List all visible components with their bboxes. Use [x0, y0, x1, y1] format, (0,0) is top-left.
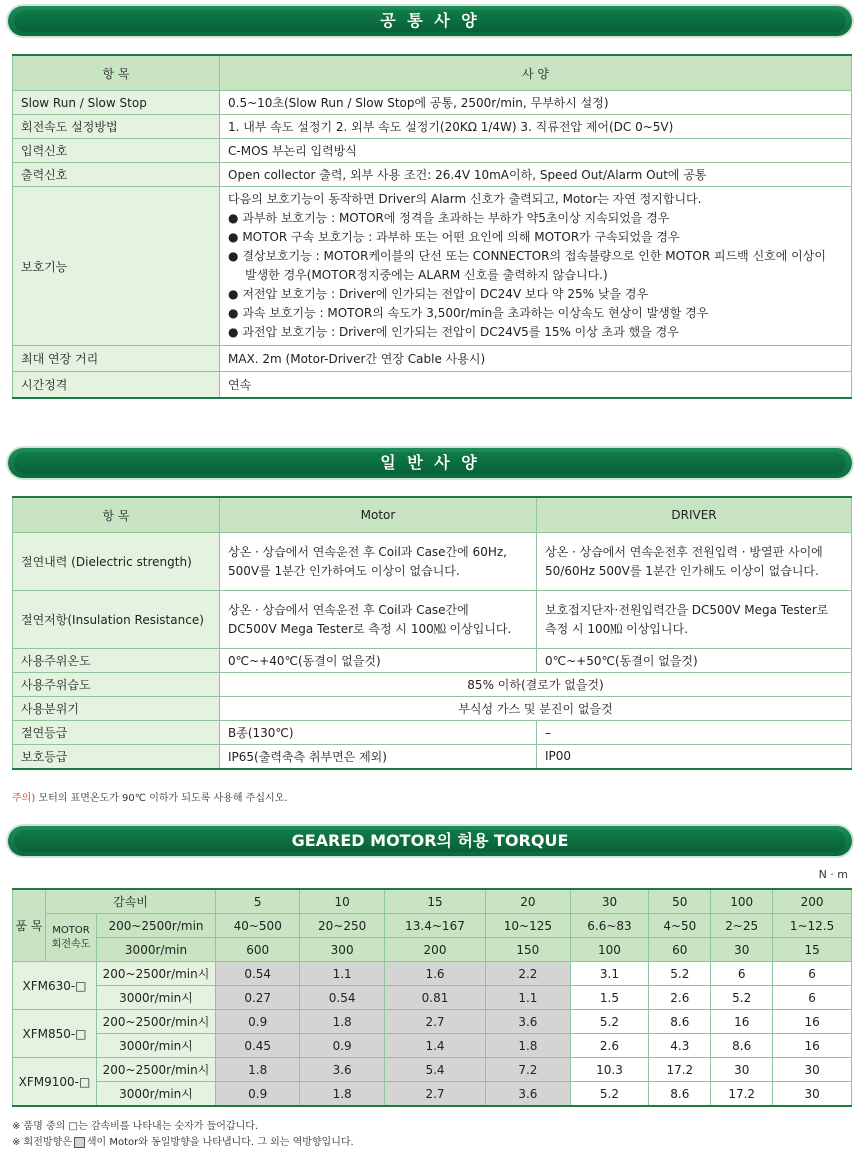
torque-cell: 1.1 [486, 986, 570, 1010]
col-driver-header: DRIVER [537, 497, 852, 533]
speed-label: 200~2500r/min [97, 914, 216, 938]
out-speed-cell: 1~12.5 [773, 914, 852, 938]
torque-cell: 8.6 [649, 1010, 711, 1034]
torque-cell: 5.4 [384, 1058, 485, 1082]
torque-cell: 5.2 [649, 962, 711, 986]
torque-cell: 30 [773, 1082, 852, 1107]
torque-cell: 30 [773, 1058, 852, 1082]
ratio-cell: 50 [649, 889, 711, 914]
row-value: C-MOS 부논리 입력방식 [220, 139, 852, 163]
insulation-motor: 상온 · 상습에서 연속운전 후 Coil과 Case간에 DC500V Mega Tester로 측정 시 100㏁ 이상입니다. [220, 591, 537, 649]
row-label: 출력신호 [13, 163, 220, 187]
insul-class-driver: – [537, 721, 852, 745]
unit-label: N · m [818, 868, 848, 881]
ratio-header: 감속비 [46, 889, 216, 914]
dielectric-driver: 상온 · 상습에서 연속운전후 전원입력 · 방열판 사이에 50/60Hz 500V를 1분간 인가해도 이상이 없습니다. [537, 533, 852, 591]
torque-cell: 0.54 [300, 986, 384, 1010]
ratio-cell: 5 [216, 889, 300, 914]
humidity-value: 85% 이하(결로가 없을것) [220, 673, 852, 697]
out-speed-cell: 20~250 [300, 914, 384, 938]
general-spec-title: 일 반 사 양 [380, 453, 480, 472]
bullet-icon: ● [228, 230, 239, 244]
ratio-cell: 30 [570, 889, 649, 914]
torque-cell: 3.1 [570, 962, 649, 986]
condition-label: 3000r/min시 [97, 1034, 216, 1058]
row-value: 연속 [220, 372, 852, 398]
torque-cell: 3.6 [300, 1058, 384, 1082]
torque-cell: 0.27 [216, 986, 300, 1010]
torque-cell: 17.2 [711, 1082, 773, 1107]
torque-title: GEARED MOTOR의 허용 TORQUE [291, 831, 569, 850]
atmosphere-label: 사용분위기 [13, 697, 220, 721]
torque-cell: 1.5 [570, 986, 649, 1010]
protection-item: ● 과속 보호기능 : MOTOR의 속도가 3,500r/min을 초과하는 이상속도 현상이 발생할 경우 [228, 306, 709, 320]
temp-motor: 0℃~+40℃(동결이 없을것) [220, 649, 537, 673]
note-text: 모터의 표면온도가 90℃ 이하가 되도록 사용해 주십시오. [38, 793, 288, 804]
model-name: XFM9100-□ [13, 1058, 97, 1107]
torque-cell: 0.9 [300, 1034, 384, 1058]
row-value: 1. 내부 속도 설정기 2. 외부 속도 설정기(20KΩ 1/4W) 3. 직류전압 제어(DC 0~5V) [220, 115, 852, 139]
torque-cell: 3.6 [486, 1010, 570, 1034]
bullet-icon: ● [228, 287, 239, 301]
torque-cell: 7.2 [486, 1058, 570, 1082]
col-item-header: 항 목 [13, 55, 220, 91]
torque-cell: 6 [711, 962, 773, 986]
torque-cell: 0.9 [216, 1082, 300, 1107]
speed-label: 3000r/min [97, 938, 216, 962]
model-name: XFM850-□ [13, 1010, 97, 1058]
protection-label: 보호기능 [13, 187, 220, 346]
row-value: Open collector 출력, 외부 사용 조건: 26.4V 10mA이하, Speed Out/Alarm Out에 공통 [220, 163, 852, 187]
protection-list [220, 187, 852, 346]
humidity-label: 사용주위습도 [13, 673, 220, 697]
torque-cell: 1.4 [384, 1034, 485, 1058]
torque-cell: 1.8 [216, 1058, 300, 1082]
torque-cell: 0.9 [216, 1010, 300, 1034]
torque-cell: 30 [711, 1058, 773, 1082]
torque-cell: 1.8 [300, 1082, 384, 1107]
torque-cell: 6 [773, 986, 852, 1010]
torque-cell: 2.7 [384, 1010, 485, 1034]
out-speed-cell: 60 [649, 938, 711, 962]
torque-cell: 3.6 [486, 1082, 570, 1107]
out-speed-cell: 100 [570, 938, 649, 962]
torque-note-1: ※ 품명 중의 □는 감속비를 나타내는 숫자가 들어갑니다. [12, 1121, 259, 1132]
ratio-cell: 20 [486, 889, 570, 914]
out-speed-cell: 150 [486, 938, 570, 962]
torque-cell: 2.7 [384, 1082, 485, 1107]
row-value: MAX. 2m (Motor-Driver간 연장 Cable 사용시) [220, 346, 852, 372]
common-spec-banner [8, 6, 852, 36]
torque-cell: 5.2 [570, 1082, 649, 1107]
out-speed-cell: 6.6~83 [570, 914, 649, 938]
protection-item: ● MOTOR 구속 보호기능 : 과부하 또는 어떤 요인에 의해 MOTOR가 구속되었을 경우 [228, 230, 680, 244]
ratio-cell: 10 [300, 889, 384, 914]
out-speed-cell: 300 [300, 938, 384, 962]
out-speed-cell: 15 [773, 938, 852, 962]
bullet-icon: ● [228, 249, 239, 263]
ratio-cell: 15 [384, 889, 485, 914]
torque-cell: 1.1 [300, 962, 384, 986]
common-spec-table [12, 54, 852, 399]
torque-cell: 4.3 [649, 1034, 711, 1058]
condition-label: 200~2500r/min시 [97, 962, 216, 986]
general-spec-table [12, 496, 852, 770]
torque-cell: 0.54 [216, 962, 300, 986]
torque-cell: 10.3 [570, 1058, 649, 1082]
row-label: 회전속도 설정방법 [13, 115, 220, 139]
torque-cell: 16 [773, 1010, 852, 1034]
torque-cell: 16 [773, 1034, 852, 1058]
insul-class-label: 절연등급 [13, 721, 220, 745]
general-spec-banner [8, 448, 852, 478]
torque-cell: 17.2 [649, 1058, 711, 1082]
out-speed-cell: 2~25 [711, 914, 773, 938]
torque-cell: 8.6 [649, 1082, 711, 1107]
out-speed-cell: 30 [711, 938, 773, 962]
protection-item: ● 과전압 보호기능 : Driver에 인가되는 전압이 DC24V5를 15% 이상 초과 했을 경우 [228, 325, 679, 339]
dielectric-motor: 상온 · 상습에서 연속운전 후 Coil과 Case간에 60Hz, 500V를 1분간 인가하여도 이상이 없습니다. [220, 533, 537, 591]
protection-item-cont: 발생한 경우(MOTOR정지중에는 ALARM 신호를 출력하지 않습니다.) [245, 268, 608, 282]
row-label: 입력신호 [13, 139, 220, 163]
dielectric-label: 절연내력 (Dielectric strength) [13, 533, 220, 591]
protect-class-label: 보호등급 [13, 745, 220, 769]
protection-intro: 다음의 보호기능이 동작하면 Driver의 Alarm 신호가 출력되고, Motor는 자연 정지합니다. [228, 192, 702, 206]
torque-cell: 2.6 [649, 986, 711, 1010]
torque-table [12, 888, 852, 1107]
bullet-icon: ● [228, 325, 239, 339]
bullet-icon: ● [228, 211, 239, 225]
bullet-icon: ● [228, 306, 239, 320]
col-motor-header: Motor [220, 497, 537, 533]
temp-driver: 0℃~+50℃(동결이 없을것) [537, 649, 852, 673]
general-note [12, 789, 288, 804]
torque-cell: 0.81 [384, 986, 485, 1010]
torque-cell: 1.8 [300, 1010, 384, 1034]
gray-box-icon [74, 1137, 85, 1148]
protection-item: ● 저전압 보호기능 : Driver에 인가되는 전압이 DC24V 보다 약 25% 낮을 경우 [228, 287, 649, 301]
torque-cell: 2.2 [486, 962, 570, 986]
torque-banner [8, 826, 852, 856]
torque-cell: 5.2 [570, 1010, 649, 1034]
torque-cell: 8.6 [711, 1034, 773, 1058]
protection-item: ● 결상보호기능 : MOTOR케이블의 단선 또는 CONNECTOR의 접속불량으로 인한 MOTOR 피드백 신호에 이상이 [228, 249, 826, 263]
insulation-driver: 보호접지단자·전원입력간을 DC500V Mega Tester로 측정 시 100㏁ 이상입니다. [537, 591, 852, 649]
torque-cell: 1.8 [486, 1034, 570, 1058]
condition-label: 3000r/min시 [97, 1082, 216, 1107]
ratio-cell: 200 [773, 889, 852, 914]
condition-label: 200~2500r/min시 [97, 1058, 216, 1082]
condition-label: 3000r/min시 [97, 986, 216, 1010]
out-speed-cell: 200 [384, 938, 485, 962]
temp-label: 사용주위온도 [13, 649, 220, 673]
note-prefix: 주의) [12, 793, 36, 804]
ratio-cell: 100 [711, 889, 773, 914]
common-spec-title: 공 통 사 양 [380, 11, 480, 30]
row-value: 0.5~10초(Slow Run / Slow Stop에 공통, 2500r/min, 무부하시 설정) [220, 91, 852, 115]
col-spec-header: 사 양 [220, 55, 852, 91]
col-item-header: 항 목 [13, 497, 220, 533]
row-label: 최대 연장 거리 [13, 346, 220, 372]
torque-cell: 16 [711, 1010, 773, 1034]
motor-speed-header: MOTOR 회전속도 [46, 914, 97, 962]
product-header: 품 목 [13, 889, 46, 962]
model-name: XFM630-□ [13, 962, 97, 1010]
torque-cell: 6 [773, 962, 852, 986]
protect-class-motor: IP65(출력축측 취부면은 제외) [220, 745, 537, 769]
out-speed-cell: 40~500 [216, 914, 300, 938]
protect-class-driver: IP00 [537, 745, 852, 769]
condition-label: 200~2500r/min시 [97, 1010, 216, 1034]
atmosphere-value: 부식성 가스 및 분진이 없을것 [220, 697, 852, 721]
insul-class-motor: B종(130℃) [220, 721, 537, 745]
torque-cell: 2.6 [570, 1034, 649, 1058]
torque-cell: 0.45 [216, 1034, 300, 1058]
torque-cell: 1.6 [384, 962, 485, 986]
protection-item: ● 과부하 보호기능 : MOTOR에 정격을 초과하는 부하가 약5초이상 지속되었을 경우 [228, 211, 670, 225]
out-speed-cell: 13.4~167 [384, 914, 485, 938]
out-speed-cell: 4~50 [649, 914, 711, 938]
out-speed-cell: 10~125 [486, 914, 570, 938]
out-speed-cell: 600 [216, 938, 300, 962]
row-label: 시간정격 [13, 372, 220, 398]
torque-note-2: ※ 회전방향은 색이 Motor와 동일방향을 나타냅니다. 그 외는 역방향입니다. [12, 1137, 354, 1148]
torque-cell: 5.2 [711, 986, 773, 1010]
row-label: Slow Run / Slow Stop [13, 91, 220, 115]
insulation-label: 절연저항(Insulation Resistance) [13, 591, 220, 649]
